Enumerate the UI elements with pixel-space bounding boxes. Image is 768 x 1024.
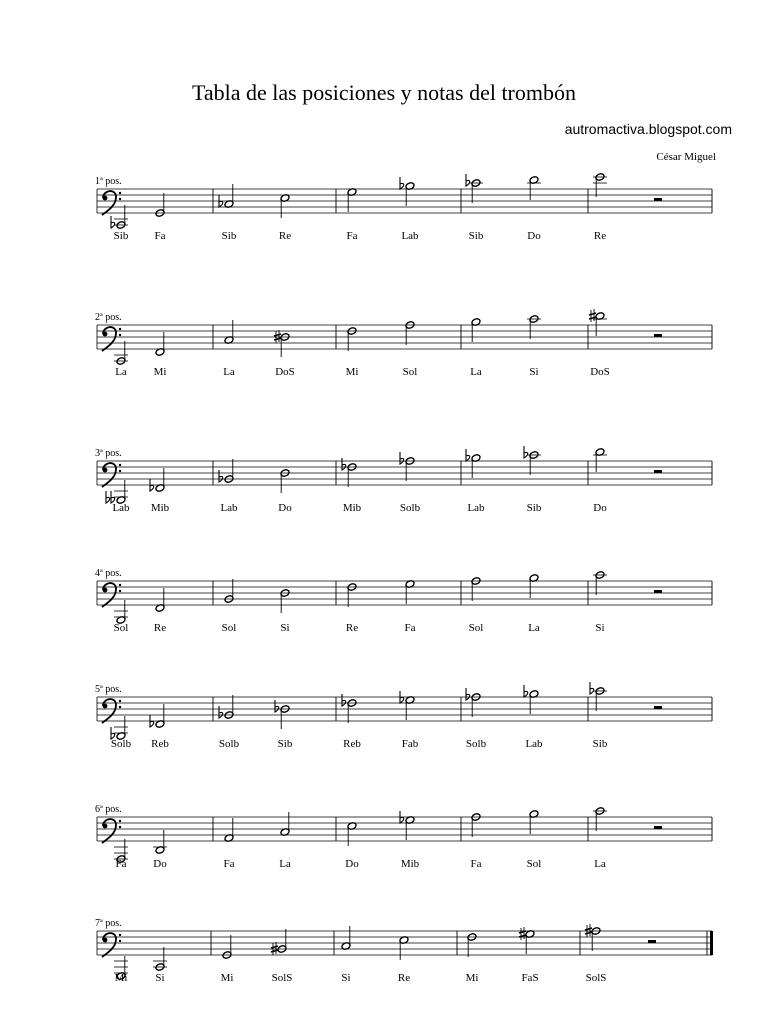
note [466,449,481,478]
note-name: Solb [399,502,421,514]
composer-name: César Miguel [656,151,716,163]
note [524,446,541,475]
note-name: La [528,622,540,634]
note [224,579,234,603]
half-rest-icon [648,940,656,943]
note-name: Fa [346,230,358,242]
note [224,320,234,344]
note-name: Mi [465,972,479,984]
note-name: Do [345,858,359,870]
note-name: Fab [401,738,419,750]
note-name: La [470,366,482,378]
note-name: Lab [525,738,543,750]
note [155,588,165,612]
note-name: SolS [271,972,293,984]
note [400,691,415,720]
note-name: Sol [526,858,542,870]
flat-icon [524,685,528,697]
note-name: DoS [275,366,295,378]
note-name: Do [153,858,167,870]
note-name: La [279,858,291,870]
note [593,448,607,472]
note-name: Reb [343,738,361,750]
note-name: Sib [592,738,608,750]
note-name: Mi [220,972,234,984]
staff-system [95,918,713,984]
position-label: 3ª pos. [95,448,122,459]
note [405,580,415,604]
flat-icon [342,458,346,470]
note [400,452,415,481]
flat-icon [400,177,404,189]
note [153,947,167,971]
note [471,813,481,837]
note [219,184,234,208]
half-rest-icon [654,470,662,473]
flat-icon [524,446,528,458]
flat-icon [466,174,470,186]
position-label: 2ª pos. [95,312,122,323]
flat-icon [400,452,404,464]
note-name: Do [278,502,292,514]
note-name: Re [345,622,359,634]
note [275,700,290,729]
note-name: Si [280,622,290,634]
note [524,685,539,714]
note-name: Sol [402,366,418,378]
note-name: Sib [221,230,237,242]
note [153,830,167,854]
note [593,807,607,831]
note [590,682,607,711]
note [341,926,351,950]
note [399,936,409,960]
note [466,174,483,203]
staff-system [95,804,712,870]
staff-system [95,309,712,378]
sharp-icon [271,942,278,955]
note [219,459,234,483]
note [585,924,601,951]
sharp-icon [519,927,526,940]
note [527,176,541,200]
note [342,694,357,723]
note-name: Sib [277,738,293,750]
note-name: La [594,858,606,870]
note-name: La [223,366,235,378]
note [111,205,128,229]
note-name: Sib [526,502,542,514]
note-name: Sol [468,622,484,634]
note [593,173,607,197]
note [529,574,539,598]
note [471,577,481,601]
note-name: Do [593,502,607,514]
position-label: 7ª pos. [95,918,122,929]
note-name: Mib [342,502,362,514]
note-name: Mi [153,366,167,378]
note-name: Re [278,230,292,242]
note [342,458,357,487]
note [150,468,165,492]
staff-system [95,682,712,750]
note [224,818,234,842]
note-name: Solb [218,738,240,750]
note-name: Solb [465,738,487,750]
note-name: Mib [400,858,420,870]
note [400,811,415,840]
note [111,716,128,740]
sharp-icon [585,924,592,937]
half-rest-icon [654,706,662,709]
note-name: Lab [401,230,419,242]
note [529,810,539,834]
note-name: Fa [154,230,166,242]
note-name: Lab [112,502,130,514]
note-name: Re [397,972,411,984]
note-name: Re [593,230,607,242]
note-name: Lab [220,502,238,514]
staff-system [95,568,712,634]
page-title: Tabla de las posiciones y notas del trombón [192,80,576,105]
note-name: Mi [114,972,128,984]
note-name: Si [529,366,539,378]
note-name: Si [595,622,605,634]
note-name: Re [153,622,167,634]
note-name: Fa [470,858,482,870]
position-label: 5ª pos. [95,684,122,695]
note-name: Si [155,972,165,984]
note [271,929,287,955]
flat-icon [466,688,470,700]
position-label: 1ª pos. [95,176,122,187]
note [222,935,232,959]
note [405,321,415,345]
half-rest-icon [654,198,662,201]
flat-icon [106,491,110,503]
flat-icon [111,216,115,228]
note [274,330,290,357]
note-name: Solb [110,738,132,750]
note [150,704,165,728]
note [155,193,165,217]
flat-icon [466,449,470,461]
blog-url: autromactiva.blogspot.com [564,121,732,137]
note-name: Mi [345,366,359,378]
note [106,480,128,504]
note [114,341,128,365]
position-label: 4ª pos. [95,568,122,579]
note [593,571,607,595]
note [219,695,234,719]
note [280,812,290,836]
flat-icon [219,470,223,482]
note-name: Sib [113,230,129,242]
note-name: FaS [521,972,539,984]
note [400,177,415,206]
flat-icon [219,706,223,718]
note [347,822,357,846]
position-label: 6ª pos. [95,804,122,815]
note-name: Sol [221,622,237,634]
sharp-icon [274,330,281,343]
note [280,194,290,218]
note-name: Fa [404,622,416,634]
note-name: La [115,366,127,378]
staff-system [95,446,712,514]
sharp-icon [589,309,596,322]
note [155,332,165,356]
note [527,315,541,339]
staff-system [95,173,712,242]
note-name: Reb [151,738,169,750]
note [114,600,128,624]
note-name: Sol [113,622,129,634]
note [280,589,290,613]
note [347,327,357,351]
note-name: SolS [585,972,607,984]
note [466,688,481,717]
flat-icon [275,700,279,712]
half-rest-icon [654,590,662,593]
note-name: Mib [150,502,170,514]
note [280,469,290,493]
half-rest-icon [654,334,662,337]
note-name: Sib [468,230,484,242]
note [471,318,481,342]
note-name: Si [341,972,351,984]
flat-icon [590,682,594,694]
note [467,933,477,957]
note [347,583,357,607]
note-name: Do [527,230,541,242]
note-name: DoS [590,366,610,378]
note-name: Fa [115,858,127,870]
note-name: Lab [467,502,485,514]
note [589,309,607,336]
note-name: Fa [223,858,235,870]
half-rest-icon [654,826,662,829]
flat-icon [342,694,346,706]
note [347,188,357,212]
